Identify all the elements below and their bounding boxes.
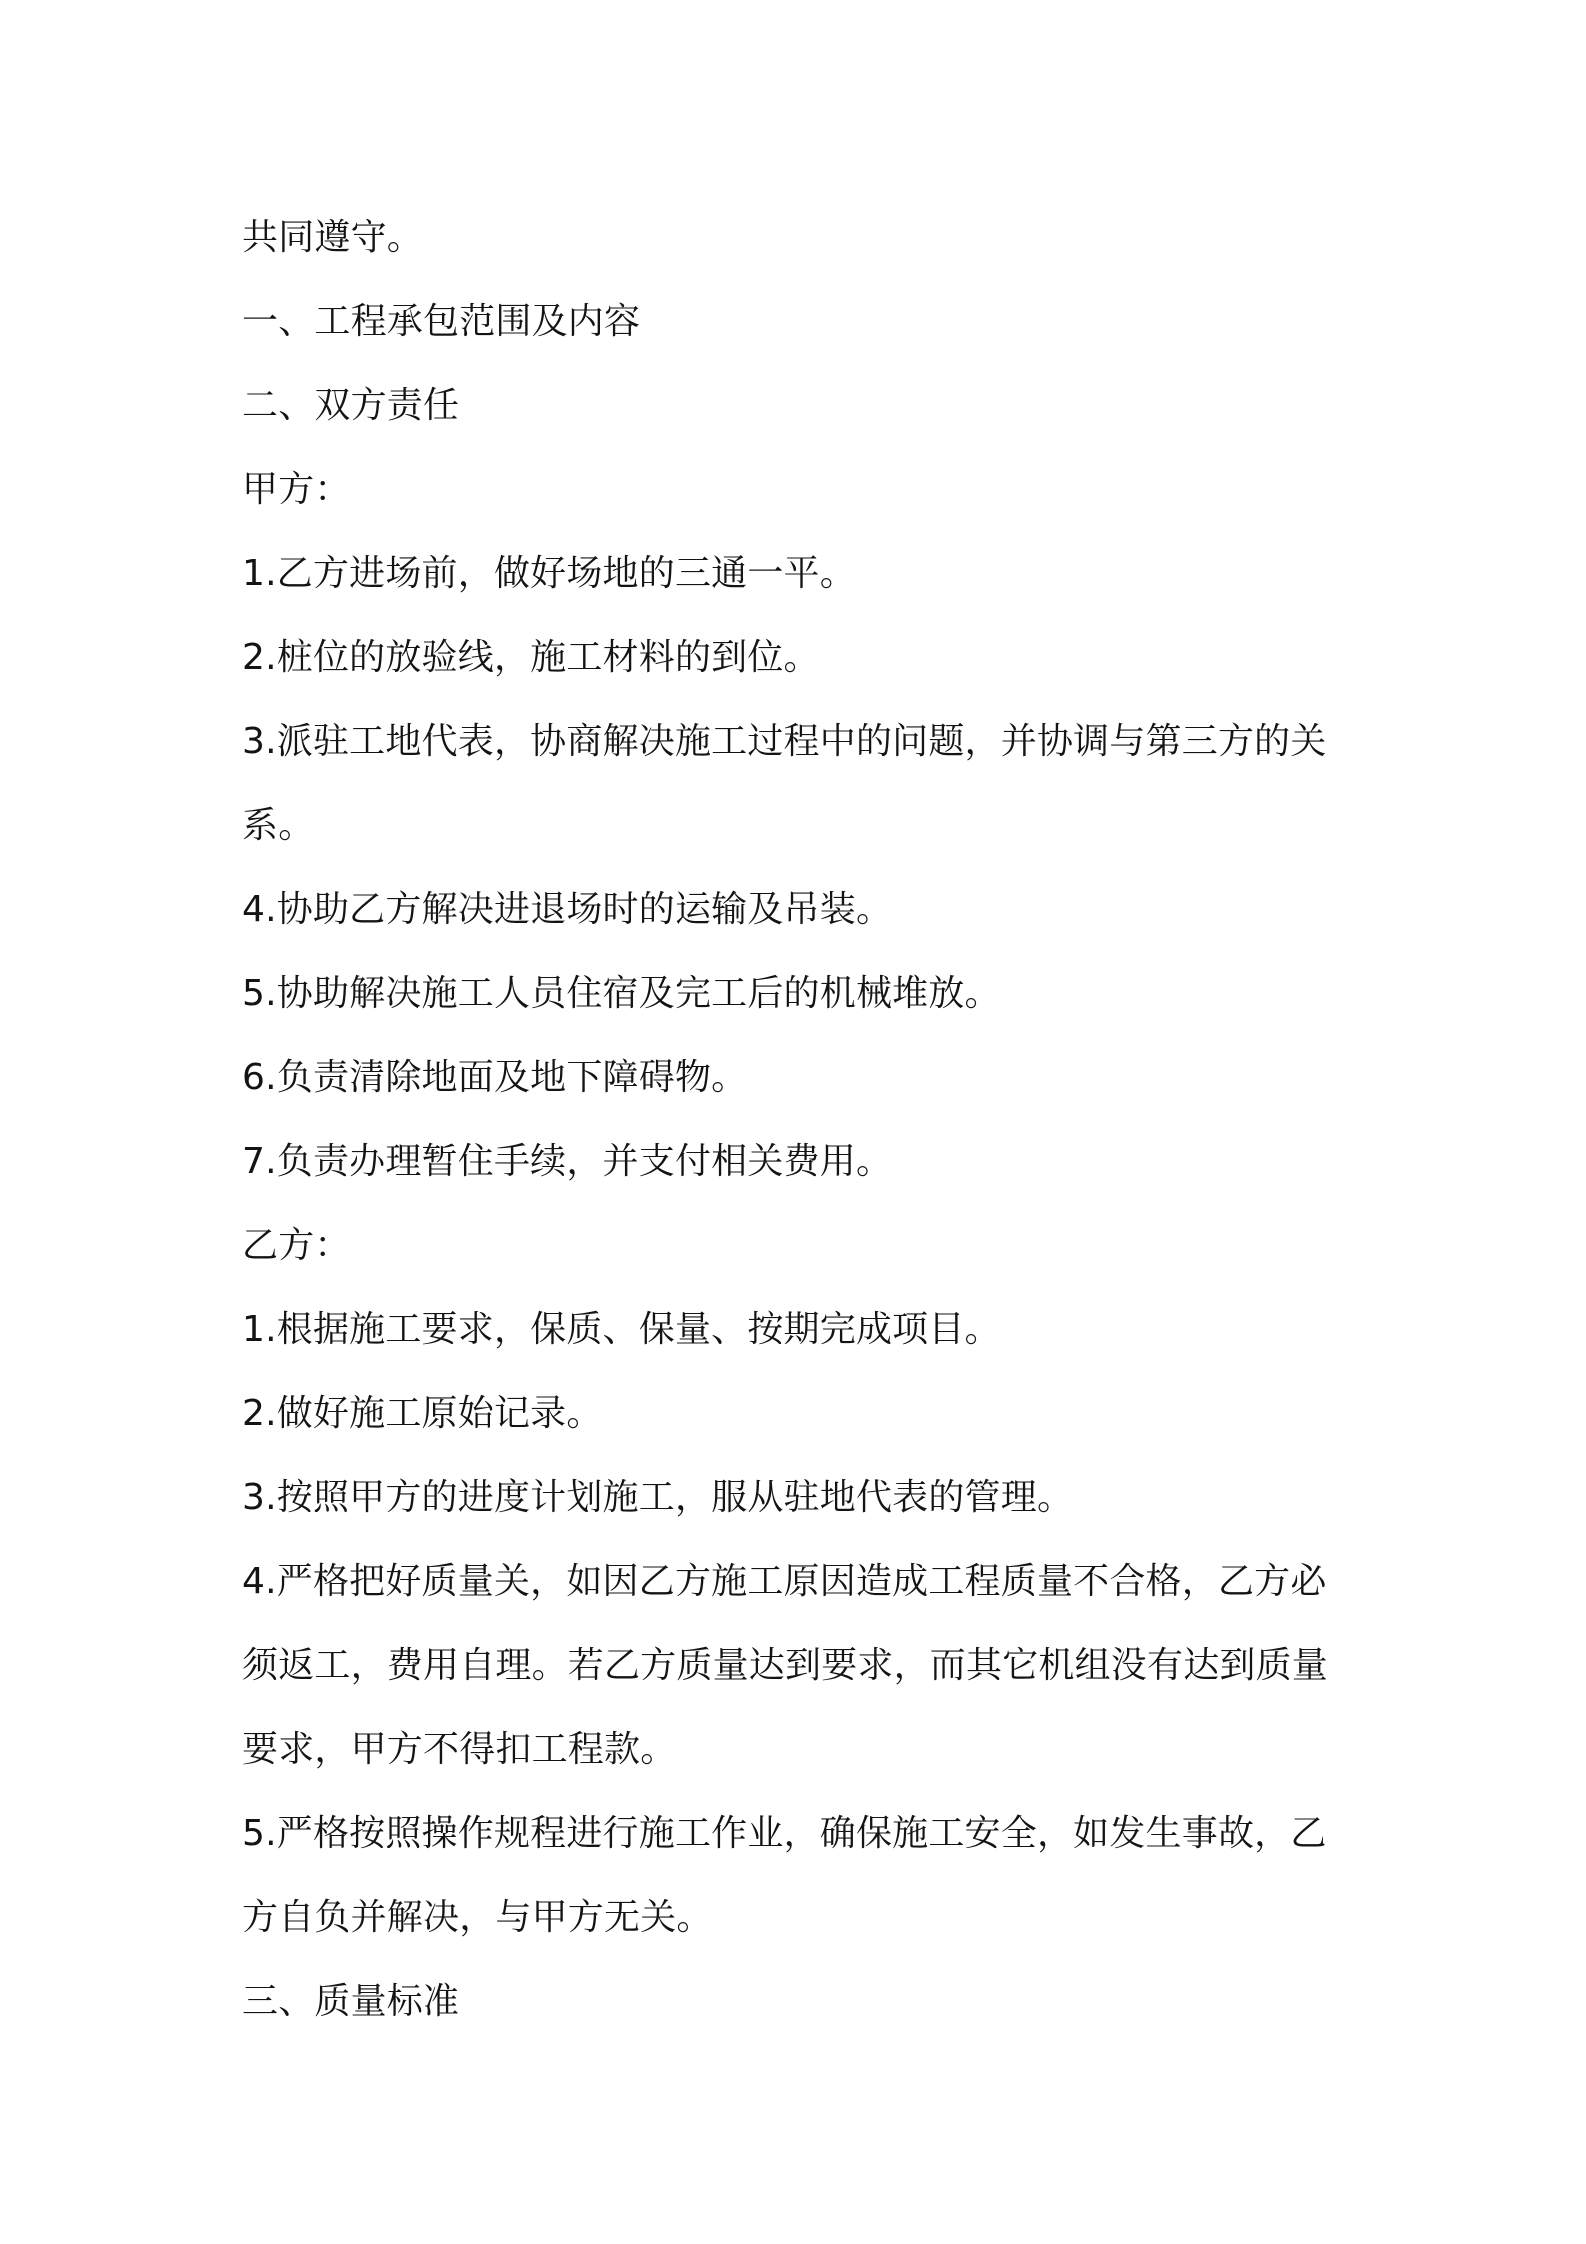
list-item: 7.负责办理暂住手续，并支付相关费用。 (242, 1141, 893, 1182)
party-heading: 乙方： (242, 1225, 351, 1266)
list-item: 1.根据施工要求，保质、保量、按期完成项目。 (242, 1309, 1001, 1350)
list-item-continuation: 须返工，费用自理。若乙方质量达到要求，而其它机组没有达到质量 (242, 1645, 1329, 1686)
document-body (242, 196, 1362, 2044)
list-item: 2.做好施工原始记录。 (242, 1393, 603, 1434)
list-item-continuation: 系。 (242, 805, 315, 846)
list-item: 3.派驻工地代表，协商解决施工过程中的问题，并协调与第三方的关 (242, 721, 1327, 762)
list-item-continuation: 要求，甲方不得扣工程款。 (242, 1729, 677, 1770)
section-heading: 三、质量标准 (242, 1981, 460, 2022)
list-item: 4.严格把好质量关，如因乙方施工原因造成工程质量不合格，乙方必 (242, 1561, 1327, 1602)
section-heading: 一、工程承包范围及内容 (242, 301, 641, 342)
list-item: 6.负责清除地面及地下障碍物。 (242, 1057, 748, 1098)
list-item: 3.按照甲方的进度计划施工，服从驻地代表的管理。 (242, 1477, 1074, 1518)
party-heading: 甲方： (242, 469, 351, 510)
list-item: 5.协助解决施工人员住宿及完工后的机械堆放。 (242, 973, 1001, 1014)
list-item: 1.乙方进场前，做好场地的三通一平。 (242, 553, 856, 594)
list-item: 4.协助乙方解决进退场时的运输及吊装。 (242, 889, 893, 930)
section-heading: 二、双方责任 (242, 385, 460, 426)
list-item-continuation: 方自负并解决，与甲方无关。 (242, 1897, 713, 1938)
text-line: 共同遵守。 (242, 217, 424, 258)
list-item: 2.桩位的放验线，施工材料的到位。 (242, 637, 820, 678)
list-item: 5.严格按照操作规程进行施工作业，确保施工安全，如发生事故，乙 (242, 1813, 1327, 1854)
